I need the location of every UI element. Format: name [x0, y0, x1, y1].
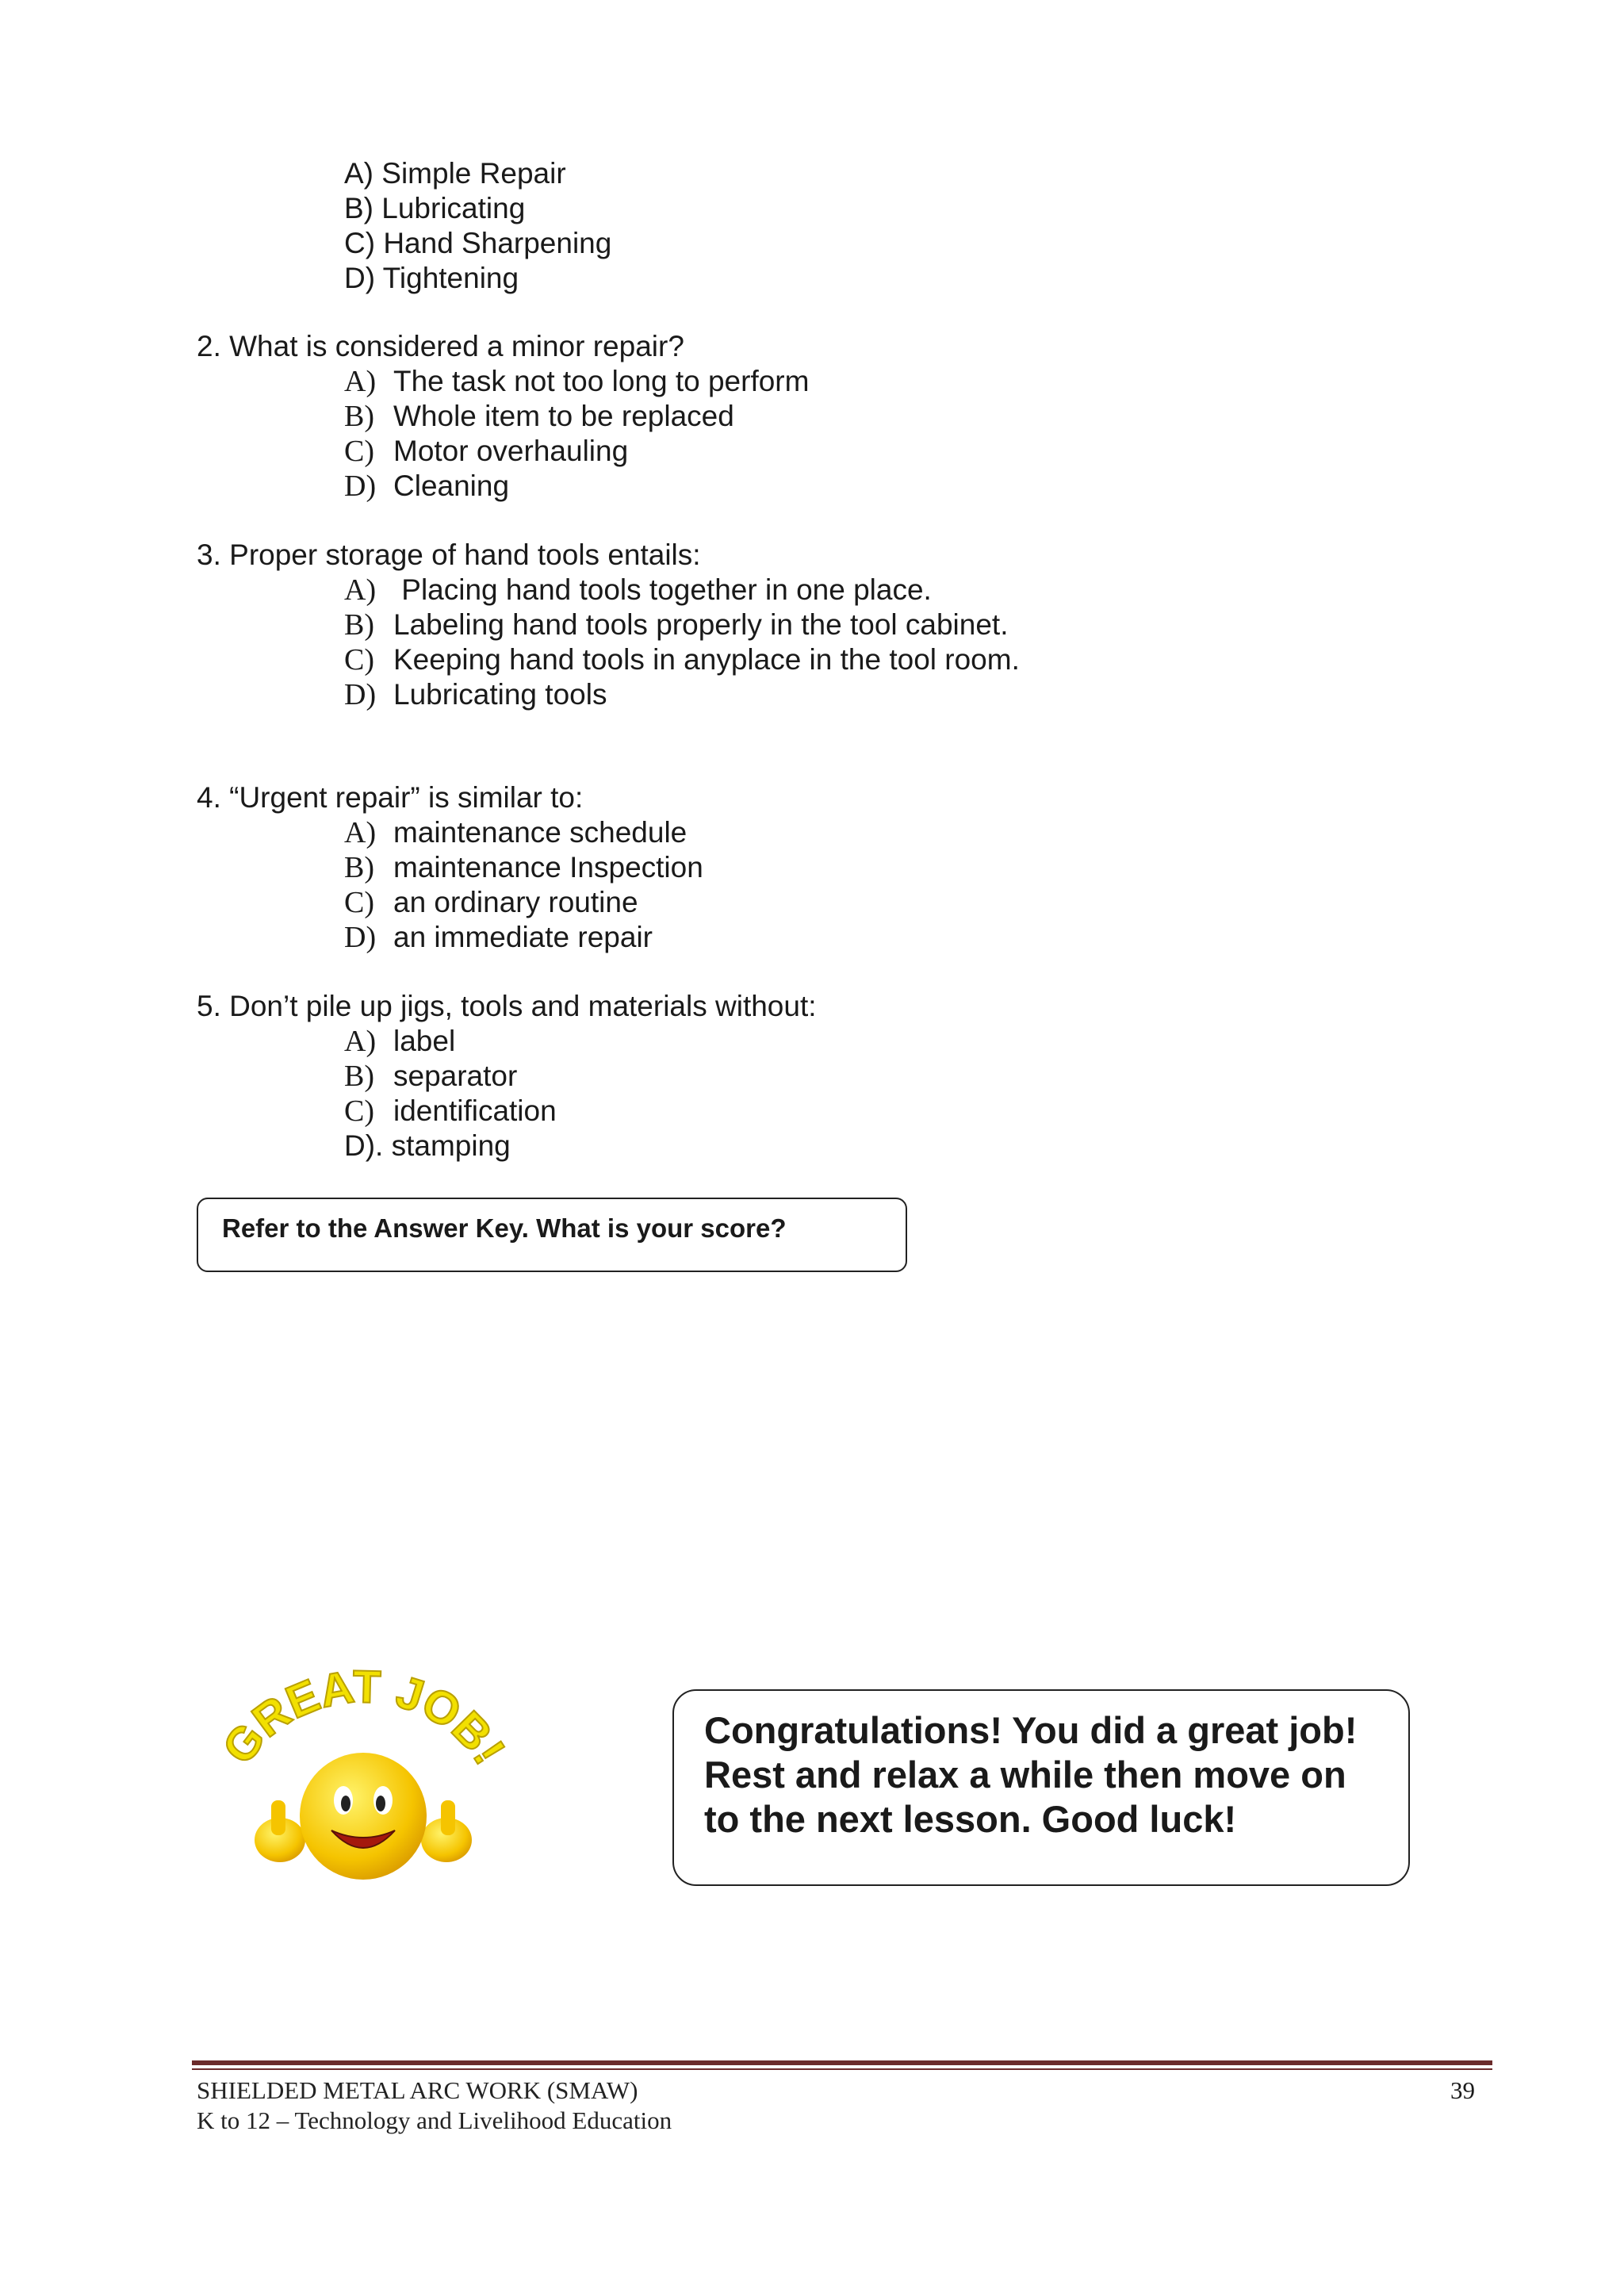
choice-d: D) Cleaning — [344, 470, 510, 503]
choice-a: A) The task not too long to perform — [344, 365, 810, 398]
choice-c: C) an ordinary routine — [344, 886, 638, 919]
choice-a: A) label — [344, 1025, 456, 1058]
question-4-text: 4. “Urgent repair” is similar to: — [197, 781, 584, 814]
choice-a: A) Placing hand tools together in one place. — [344, 573, 932, 607]
congratulations-box — [672, 1689, 1410, 1886]
svg-text:GREAT JOB!: GREAT JOB! — [213, 1661, 515, 1774]
choice-d: D) Lubricating tools — [344, 678, 607, 711]
question-4-choices — [344, 815, 703, 955]
score-prompt-box: Refer to the Answer Key. What is your score? — [197, 1198, 907, 1272]
question-5-choices — [344, 1024, 557, 1163]
choice-b: B) maintenance Inspection — [344, 851, 703, 884]
choice-c: C) Hand Sharpening — [344, 227, 612, 259]
question-2-text: 2. What is considered a minor repair? — [197, 330, 684, 362]
choice-c: C) Motor overhauling — [344, 435, 629, 468]
choice-a: A) Simple Repair — [344, 157, 566, 190]
question-3-choices — [344, 573, 1020, 712]
footer-rule-thin — [192, 2068, 1492, 2070]
question-2-choices — [344, 364, 809, 504]
congrats-line-2: Rest and relax a while then move on — [704, 1754, 1346, 1796]
choice-b: B) Whole item to be replaced — [344, 400, 734, 433]
choice-b: B) Labeling hand tools properly in the tool cabinet. — [344, 608, 1009, 642]
congrats-line-1: Congratulations! You did a great job! — [704, 1709, 1358, 1751]
choice-c: C) Keeping hand tools in anyplace in the tool room. — [344, 643, 1020, 677]
footer-subtitle: K to 12 – Technology and Livelihood Education — [197, 2106, 672, 2134]
choice-a: A) maintenance schedule — [344, 816, 688, 849]
choice-b: B) separator — [344, 1060, 518, 1093]
choice-d: D). stamping — [344, 1129, 511, 1162]
great-job-smiley-icon — [205, 1658, 522, 1888]
congrats-line-3: to the next lesson. Good luck! — [704, 1798, 1237, 1840]
choice-c: C) identification — [344, 1094, 557, 1128]
choice-d: D) Tightening — [344, 262, 519, 294]
question-1-choices — [344, 156, 611, 296]
choice-b: B) Lubricating — [344, 192, 526, 224]
footer-title: SHIELDED METAL ARC WORK (SMAW) — [197, 2076, 638, 2104]
choice-d: D) an immediate repair — [344, 921, 653, 954]
question-3-text: 3. Proper storage of hand tools entails: — [197, 539, 701, 571]
question-5-text: 5. Don’t pile up jigs, tools and materials without: — [197, 990, 817, 1022]
page-number: 39 — [1450, 2076, 1475, 2104]
footer-rule — [192, 2060, 1492, 2065]
